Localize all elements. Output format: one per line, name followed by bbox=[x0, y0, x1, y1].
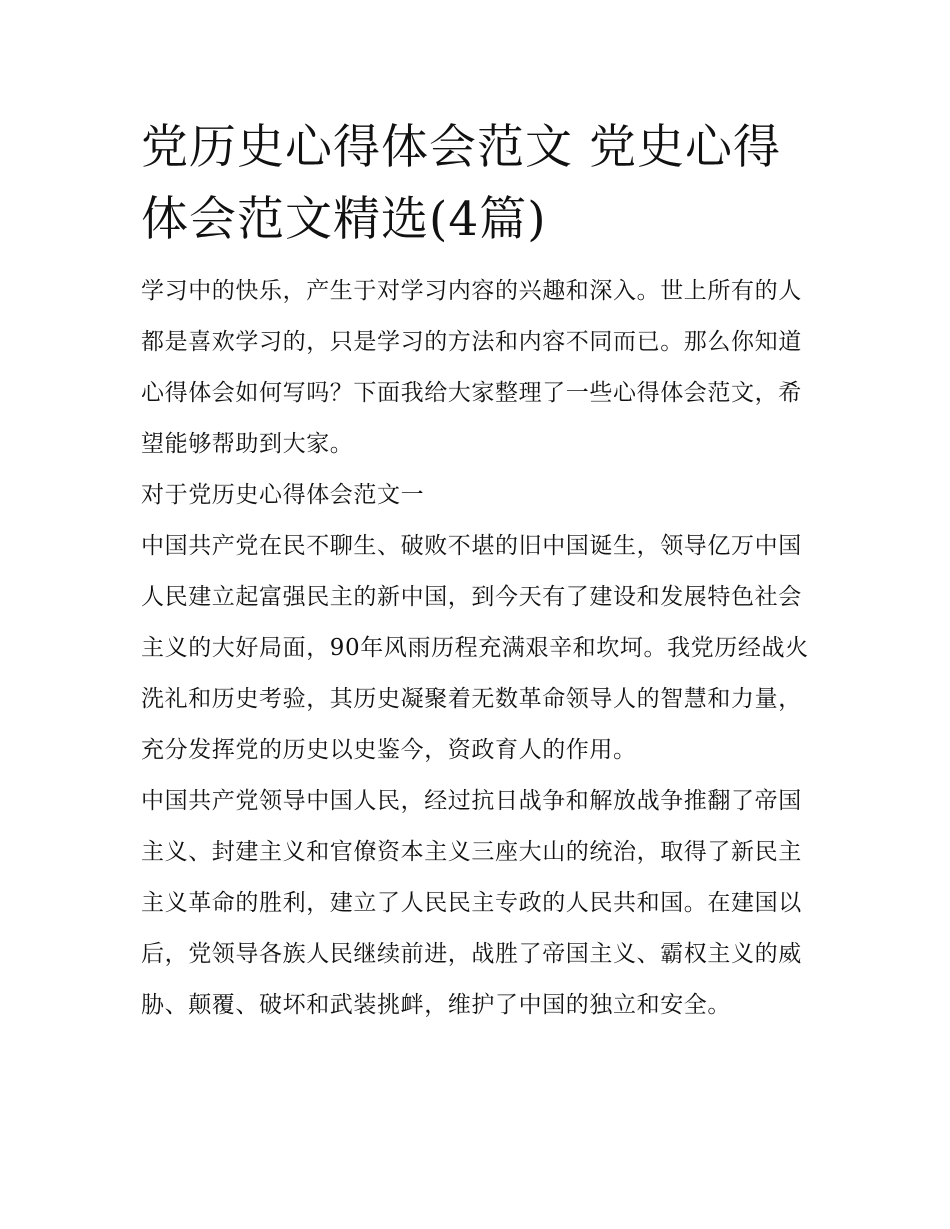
document-title: 党历史心得体会范文 党史心得体会范文精选(4篇) bbox=[141, 120, 781, 247]
body-paragraph: 中国共产党领导中国人民，经过抗日战争和解放战争推翻了帝国主义、封建主义和官僚资本主义三座大山的统治，取得了新民主主义革命的胜利，建立了人民民主专政的人民共和国。在建国以后，党领导各族人民继续前进，战胜了帝国主义、霸权主义的威胁、颠覆、破坏和武装挑衅，维护了中国的独立和安全。 bbox=[141, 788, 802, 1018]
document-body bbox=[141, 112, 813, 1031]
body-paragraph: 中国共产党在民不聊生、破败不堪的旧中国诞生，领导亿万中国人民建立起富强民主的新中国，到今天有了建设和发展特色社会主义的大好局面，90年风雨历程充满艰辛和坎坷。我党历经战火洗礼和历史考验，其历史凝聚着无数革命领导人的智慧和力量，充分发挥党的历史以史鉴今，资政育人的作用。 bbox=[141, 533, 809, 763]
section-heading: 对于党历史心得体会范文一 bbox=[141, 482, 425, 508]
intro-paragraph: 学习中的快乐，产生于对学习内容的兴趣和深入。世上所有的人都是喜欢学习的，只是学习的方法和内容不同而已。那么你知道心得体会如何写吗？下面我给大家整理了一些心得体会范文，希望能够帮助到大家。 bbox=[141, 278, 802, 457]
